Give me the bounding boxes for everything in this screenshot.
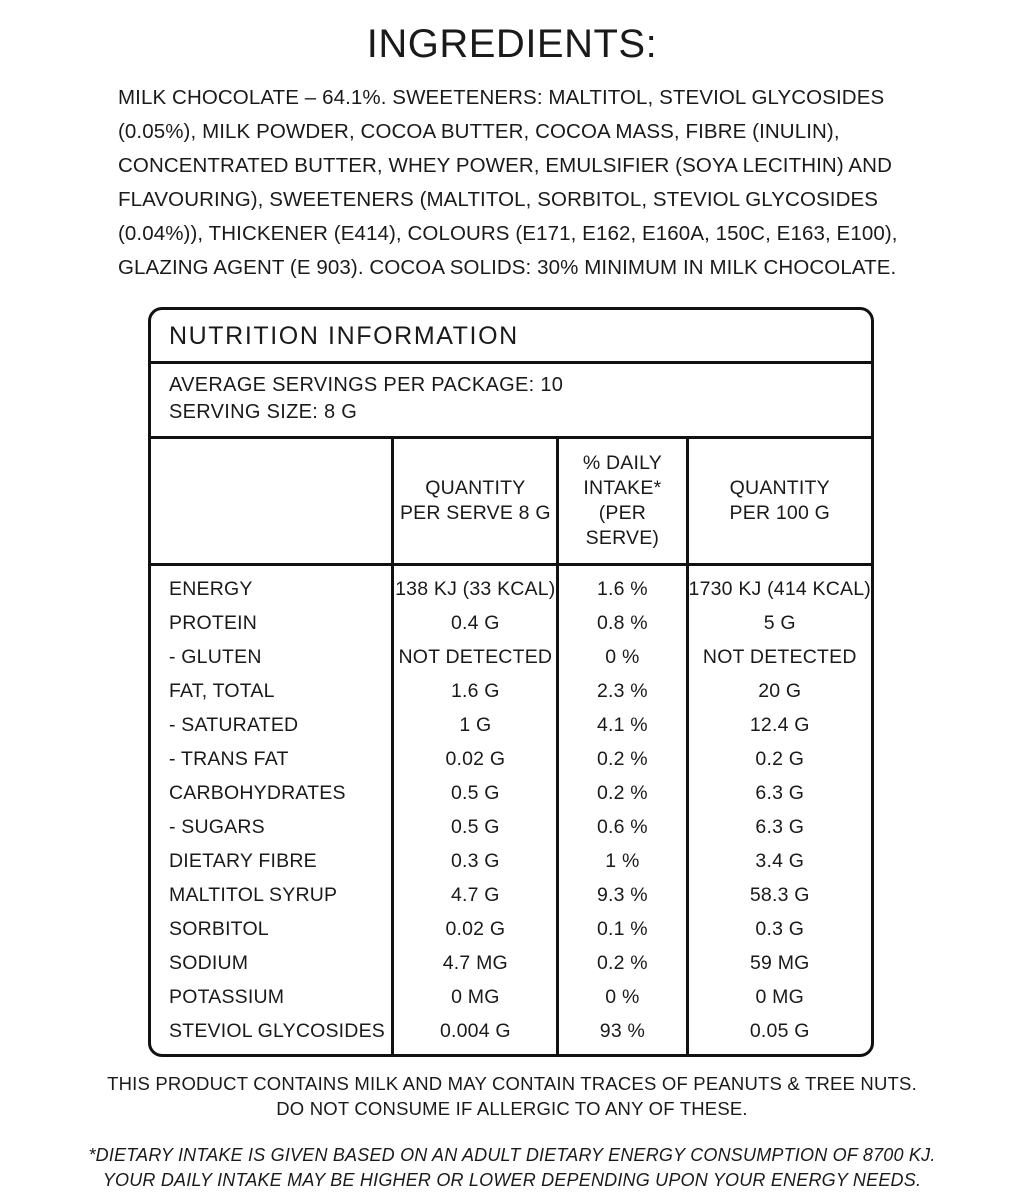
nutrition-table-body: [151, 565, 871, 1055]
column-header-nutrient: [151, 439, 393, 565]
cell-per-100g: NOT DETECTED: [687, 640, 871, 674]
cell-daily-intake: 0.6 %: [558, 810, 687, 844]
cell-nutrient: SORBITOL: [169, 918, 269, 940]
cell-nutrient: STEVIOL GLYCOSIDES: [169, 1020, 385, 1042]
cell-per-serve: 4.7 MG: [393, 946, 558, 980]
table-row: [151, 742, 871, 776]
cell-per-serve: 0.5 G: [393, 810, 558, 844]
cell-per-100g: 5 G: [687, 606, 871, 640]
cell-nutrient: - SATURATED: [169, 714, 299, 736]
cell-per-100g: 0.2 G: [687, 742, 871, 776]
table-header-row: [151, 439, 871, 565]
table-row: [151, 946, 871, 980]
cell-nutrient: FAT, TOTAL: [169, 680, 275, 702]
cell-nutrient: CARBOHYDRATES: [169, 782, 346, 804]
cell-daily-intake: 4.1 %: [558, 708, 687, 742]
table-row: [151, 776, 871, 810]
table-row: [151, 980, 871, 1014]
cell-daily-intake: 0 %: [558, 640, 687, 674]
ingredients-text: MILK CHOCOLATE – 64.1%. SWEETENERS: MALTITOL, STEVIOL GLYCOSIDES (0.05%), MILK POWDER, COCOA BUTTER, COCOA MASS, FIBRE (INULIN), CONCENTRATED BUTTER, WHEY POWER, EMULSIFIER (SOYA LECITHIN) AND FLAVOURING), SWEETENERS (MALTITOL, SORBITOL, STEVIOL GLYCOSIDES (0.04%)), THICKENER (E414), COLOURS (E171, E162, E160A, 150C, E163, E100), GLAZING AGENT (E 903). COCOA SOLIDS: 30% MINIMUM IN MILK CHOCOLATE.: [118, 86, 898, 279]
cell-per-100g: 0.3 G: [687, 912, 871, 946]
allergen-line-1: THIS PRODUCT CONTAINS MILK AND MAY CONTAIN TRACES OF PEANUTS & TREE NUTS.: [107, 1073, 917, 1094]
dietary-intake-disclaimer: [80, 1143, 944, 1193]
table-row: [151, 912, 871, 946]
column-header-per-serve-line1: QUANTITY: [425, 477, 526, 499]
column-header-daily-intake: [558, 439, 687, 565]
table-row: [151, 606, 871, 640]
cell-daily-intake: 1 %: [558, 844, 687, 878]
cell-per-serve: 1.6 G: [393, 674, 558, 708]
cell-per-serve: 0.02 G: [393, 912, 558, 946]
cell-daily-intake: 1.6 %: [558, 565, 687, 607]
allergen-line-2: DO NOT CONSUME IF ALLERGIC TO ANY OF THESE.: [276, 1098, 748, 1119]
disclaimer-line-1: *DIETARY INTAKE IS GIVEN BASED ON AN ADULT DIETARY ENERGY CONSUMPTION OF 8700 KJ.: [88, 1145, 936, 1165]
column-header-daily-intake-line1: % DAILY INTAKE*: [582, 452, 662, 499]
nutrition-panel-title: NUTRITION INFORMATION: [169, 322, 519, 350]
cell-per-100g: 59 MG: [687, 946, 871, 980]
cell-daily-intake: 0.2 %: [558, 946, 687, 980]
table-row: [151, 640, 871, 674]
cell-per-serve: 0.004 G: [393, 1014, 558, 1054]
table-row: [151, 810, 871, 844]
column-header-per-100g-line1: QUANTITY: [729, 477, 830, 499]
servings-block: [151, 364, 871, 436]
cell-per-serve: 0.3 G: [393, 844, 558, 878]
cell-daily-intake: 0.8 %: [558, 606, 687, 640]
cell-daily-intake: 2.3 %: [558, 674, 687, 708]
column-header-per-100g-line2: PER 100 G: [729, 502, 830, 524]
cell-per-100g: 1730 KJ (414 KCAL): [687, 565, 871, 607]
ingredients-heading: INGREDIENTS:: [366, 22, 658, 66]
cell-per-serve: 0 MG: [393, 980, 558, 1014]
cell-per-100g: 12.4 G: [687, 708, 871, 742]
table-row: [151, 708, 871, 742]
column-header-per-serve-line2: PER SERVE 8 G: [399, 502, 551, 524]
column-header-per-serve: [393, 439, 558, 565]
cell-per-100g: 6.3 G: [687, 776, 871, 810]
table-row: [151, 878, 871, 912]
cell-daily-intake: 0.2 %: [558, 776, 687, 810]
cell-nutrient: - GLUTEN: [169, 646, 262, 668]
cell-nutrient: - SUGARS: [169, 816, 265, 838]
nutrition-label-page: [0, 22, 1024, 1190]
cell-nutrient: ENERGY: [169, 578, 253, 600]
table-row: [151, 844, 871, 878]
cell-per-100g: 58.3 G: [687, 878, 871, 912]
servings-per-package: AVERAGE SERVINGS PER PACKAGE: 10: [169, 374, 564, 396]
cell-per-serve: 0.4 G: [393, 606, 558, 640]
cell-per-100g: 20 G: [687, 674, 871, 708]
cell-per-100g: 3.4 G: [687, 844, 871, 878]
serving-size: SERVING SIZE: 8 G: [169, 401, 358, 423]
nutrition-information-panel: [148, 307, 874, 1057]
cell-per-100g: 0 MG: [687, 980, 871, 1014]
cell-daily-intake: 9.3 %: [558, 878, 687, 912]
nutrition-table: [151, 439, 871, 1054]
cell-nutrient: DIETARY FIBRE: [169, 850, 317, 872]
nutrition-table-head: [151, 439, 871, 565]
cell-daily-intake: 0 %: [558, 980, 687, 1014]
cell-nutrient: POTASSIUM: [169, 986, 285, 1008]
cell-daily-intake: 93 %: [558, 1014, 687, 1054]
cell-per-serve: 138 KJ (33 KCAL): [393, 565, 558, 607]
cell-nutrient: MALTITOL SYRUP: [169, 884, 338, 906]
table-row: [151, 674, 871, 708]
cell-per-serve: NOT DETECTED: [393, 640, 558, 674]
disclaimer-line-2: YOUR DAILY INTAKE MAY BE HIGHER OR LOWER DEPENDING UPON YOUR ENERGY NEEDS.: [102, 1170, 922, 1190]
cell-nutrient: - TRANS FAT: [169, 748, 289, 770]
cell-daily-intake: 0.2 %: [558, 742, 687, 776]
cell-per-serve: 4.7 G: [393, 878, 558, 912]
cell-per-serve: 0.5 G: [393, 776, 558, 810]
cell-per-serve: 0.02 G: [393, 742, 558, 776]
allergen-statement: [90, 1071, 934, 1121]
cell-daily-intake: 0.1 %: [558, 912, 687, 946]
cell-per-serve: 1 G: [393, 708, 558, 742]
table-row: [151, 1014, 871, 1054]
table-row: [151, 565, 871, 607]
cell-per-100g: 0.05 G: [687, 1014, 871, 1054]
cell-nutrient: PROTEIN: [169, 612, 258, 634]
cell-per-100g: 6.3 G: [687, 810, 871, 844]
column-header-per-100g: [687, 439, 871, 565]
column-header-daily-intake-line2: (PER SERVE): [585, 502, 660, 549]
cell-nutrient: SODIUM: [169, 952, 249, 974]
